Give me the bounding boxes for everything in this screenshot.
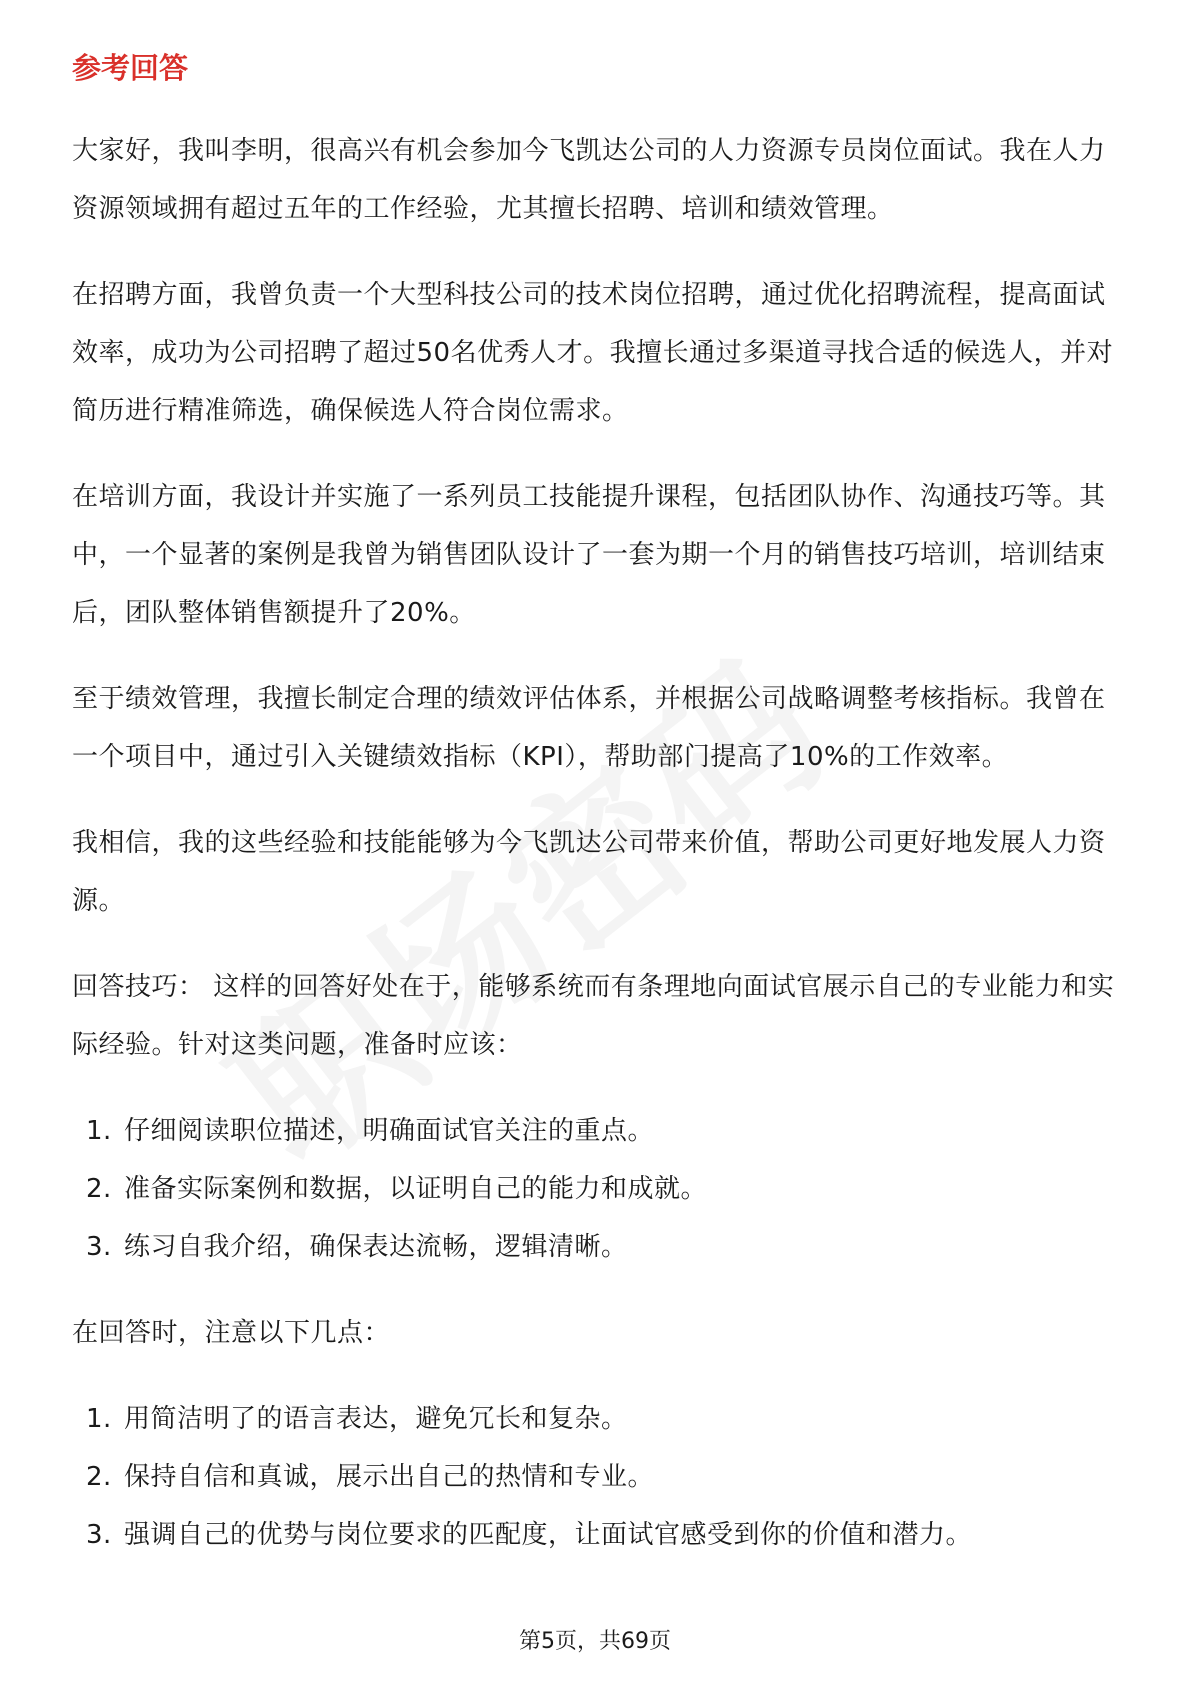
document-body [72,48,1122,1592]
preparation-list [72,1102,1122,1276]
list-number: 1. [86,1404,112,1434]
list-text: 用简洁明了的语言表达，避免冗长和复杂。 [124,1404,628,1434]
paragraph-notes-intro: 在回答时，注意以下几点： [72,1318,391,1348]
list-number: 2. [86,1462,112,1492]
list-item [72,1390,1122,1448]
paragraph-recruiting: 在招聘方面，我曾负责一个大型科技公司的技术岗位招聘，通过优化招聘流程，提高面试效率，成功为公司招聘了超过50名优秀人才。我擅长通过多渠道寻找合适的候选人，并对简历进行精准筛选，确保候选人符合岗位需求。 [72,280,1114,426]
list-text: 准备实际案例和数据，以证明自己的能力和成就。 [124,1174,708,1204]
page-footer: 第5页，共69页 [519,1629,671,1654]
list-text: 保持自信和真诚，展示出自己的热情和专业。 [124,1462,655,1492]
list-number: 1. [86,1116,112,1146]
list-item [72,1102,1122,1160]
list-item [72,1160,1122,1218]
list-text: 强调自己的优势与岗位要求的匹配度，让面试官感受到你的价值和潜力。 [124,1520,973,1550]
list-item [72,1506,1122,1564]
list-number: 3. [86,1232,112,1262]
section-title: 参考回答 [72,51,189,85]
paragraph-conclusion: 我相信，我的这些经验和技能能够为今飞凯达公司带来价值，帮助公司更好地发展人力资源。 [72,828,1106,916]
list-item [72,1218,1122,1276]
paragraph-tips: 回答技巧： 这样的回答好处在于，能够系统而有条理地向面试官展示自己的专业能力和实际经验。针对这类问题，准备时应该： [72,972,1115,1060]
notes-list [72,1390,1122,1564]
paragraph-intro: 大家好，我叫李明，很高兴有机会参加今飞凯达公司的人力资源专员岗位面试。我在人力资源领域拥有超过五年的工作经验，尤其擅长招聘、培训和绩效管理。 [72,136,1106,224]
list-number: 2. [86,1174,112,1204]
paragraph-training: 在培训方面，我设计并实施了一系列员工技能提升课程，包括团队协作、沟通技巧等。其中，一个显著的案例是我曾为销售团队设计了一套为期一个月的销售技巧培训，培训结束后，团队整体销售额提升了20%。 [72,482,1106,628]
list-number: 3. [86,1520,112,1550]
list-text: 练习自我介绍，确保表达流畅，逻辑清晰。 [124,1232,628,1262]
list-text: 仔细阅读职位描述，明确面试官关注的重点。 [124,1116,655,1146]
paragraph-performance: 至于绩效管理，我擅长制定合理的绩效评估体系，并根据公司战略调整考核指标。我曾在一个项目中，通过引入关键绩效指标（KPI），帮助部门提高了10%的工作效率。 [72,684,1106,772]
list-item [72,1448,1122,1506]
